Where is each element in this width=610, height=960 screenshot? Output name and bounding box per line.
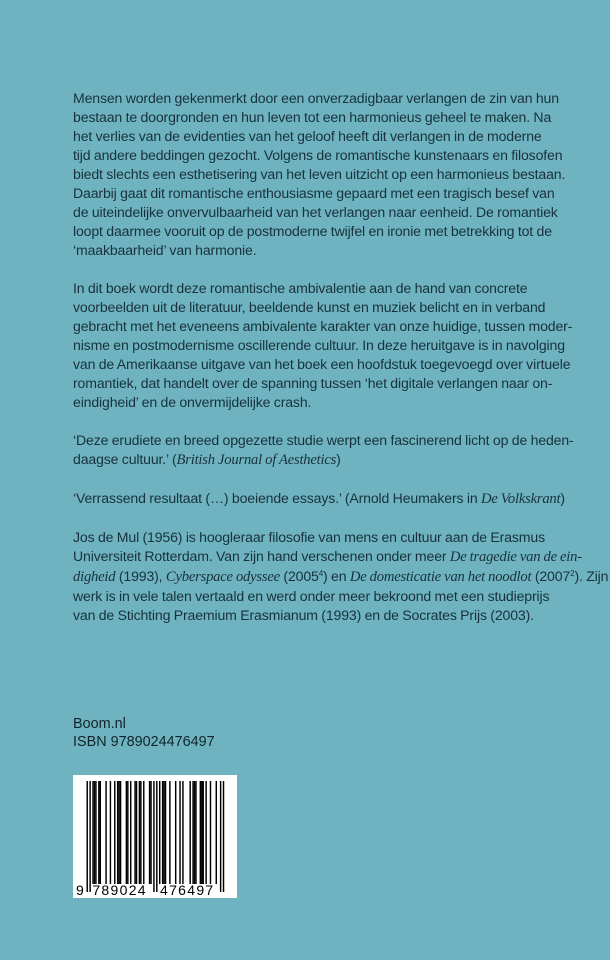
text-line: voorbeelden uit de literatuur, beeldende kunst en muziek belicht en in verband bbox=[73, 299, 546, 315]
text-line: van de Amerikaanse uitgave van het boek een hoofdstuk toegevoegd over virtuele bbox=[73, 356, 571, 372]
svg-text:789024: 789024 bbox=[92, 882, 147, 898]
text-line: ‘maakbaarheid’ van harmonie. bbox=[73, 242, 257, 258]
bio-text: (2007 bbox=[531, 568, 571, 584]
quote-text: ‘Verrassend resultaat (…) boeiende essays.’ (Arnold Heumakers in bbox=[73, 490, 481, 506]
text-line bbox=[73, 567, 609, 587]
bio-text: Universiteit Rotterdam. Van zijn hand verschenen onder meer bbox=[73, 548, 450, 564]
text-line bbox=[73, 489, 565, 509]
book-title: Cyberspace odyssee bbox=[165, 569, 280, 585]
text-line: nisme en postmodernisme oscillerende cultuur. In deze heruitgave is in navolging bbox=[73, 337, 565, 353]
text-line: In dit boek wordt deze romantische ambivalentie aan de hand van concrete bbox=[73, 280, 528, 296]
bio-text: ). Zijn bbox=[574, 568, 609, 584]
svg-text:9: 9 bbox=[76, 882, 86, 898]
text-line: de uiteindelijke onvervulbaarheid van het verlangen naar eenheid. De romantiek bbox=[73, 204, 558, 220]
book-title: De tragedie van de ein- bbox=[449, 549, 582, 565]
blurb-text bbox=[73, 89, 609, 644]
quote-close: ) bbox=[336, 451, 341, 467]
bio-text: ) en bbox=[323, 568, 350, 584]
text-line: het verlies van de evidenties van het geloof heeft dit verlangen in de moderne bbox=[73, 128, 542, 144]
text-line: werk is in vele talen vertaald en werd onder meer bekroond met een studieprijs bbox=[73, 588, 550, 604]
text-line: biedt slechts een esthetisering van het leven uitzicht op een harmonieus bestaan. bbox=[73, 166, 566, 182]
text-line: tijd andere beddingen gezocht. Volgens de romantische kunstenaars en filosofen bbox=[73, 147, 563, 163]
text-line: Mensen worden gekenmerkt door een onverzadigbaar verlangen de zin van hun bbox=[73, 90, 559, 106]
author-bio bbox=[73, 528, 609, 625]
bio-text: (2005 bbox=[279, 568, 319, 584]
text-line bbox=[73, 450, 549, 470]
text-line: bestaan te doorgronden en hun leven tot een harmonieus geheel te maken. Na bbox=[73, 109, 552, 125]
book-title: De domesticatie van het noodlot bbox=[349, 569, 532, 585]
text-line: eindigheid’ en de onvermijdelijke crash. bbox=[73, 394, 312, 410]
text-line: gebracht met het eveneens ambivalente karakter van onze huidige, tussen moder- bbox=[73, 318, 573, 334]
isbn-label: ISBN 9789024476497 bbox=[73, 734, 215, 750]
publisher-website: Boom.nl bbox=[73, 716, 126, 732]
blurb-paragraph-2 bbox=[73, 279, 573, 412]
text-line: ‘Deze erudiete en breed opgezette studie werpt een fascinerend licht op de heden- bbox=[73, 432, 574, 448]
text-line: Daarbij gaat dit romantische enthousiasme gepaard met een tragisch besef van bbox=[73, 185, 555, 201]
text-line: van de Stichting Praemium Erasmianum (1993) en de Socrates Prijs (2003). bbox=[73, 607, 534, 623]
publisher-info bbox=[73, 715, 215, 751]
quote-close: ) bbox=[560, 490, 565, 506]
text-line: loopt daarmee vooruit op de postmoderne twijfel en ironie met betrekking tot de bbox=[73, 223, 552, 239]
edition-superscript: 2 bbox=[570, 569, 575, 578]
isbn-barcode bbox=[73, 775, 237, 898]
review-quote-2 bbox=[73, 489, 565, 509]
review-quote-1 bbox=[73, 431, 574, 470]
quote-source: British Journal of Aesthetics bbox=[176, 452, 337, 468]
blurb-paragraph-1 bbox=[73, 89, 566, 260]
svg-text:476497: 476497 bbox=[160, 882, 215, 898]
quote-source: De Volkskrant bbox=[481, 491, 561, 507]
bio-text: (1993), bbox=[115, 568, 166, 584]
text-line bbox=[73, 547, 582, 567]
text-line: romantiek, dat handelt over de spanning tussen ‘het digitale verlangen naar on- bbox=[73, 375, 553, 391]
edition-superscript: 4 bbox=[318, 569, 324, 578]
quote-text: daagse cultuur.’ ( bbox=[73, 451, 177, 467]
book-title: digheid bbox=[73, 569, 116, 585]
barcode-icon bbox=[73, 775, 237, 898]
text-line: Jos de Mul (1956) is hoogleraar filosofie van mens en cultuur aan de Erasmus bbox=[73, 529, 545, 545]
